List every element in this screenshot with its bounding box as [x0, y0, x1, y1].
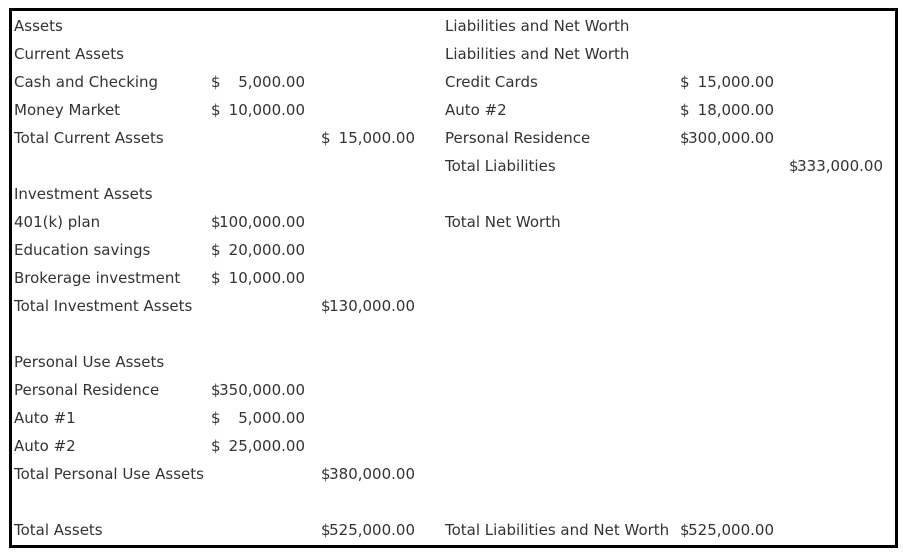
liability-amount: 300,000.00	[688, 129, 774, 147]
asset-amount: 5,000.00	[238, 409, 305, 427]
statement-row	[12, 460, 895, 488]
currency-symbol: $	[321, 521, 331, 539]
liability-subtotal-cell	[789, 152, 883, 180]
statement-row	[12, 320, 895, 348]
asset-label-cell: Education savings	[14, 241, 151, 259]
liability-label-cell: Liabilities and Net Worth	[445, 17, 630, 35]
asset-label-cell: Auto #2	[14, 437, 76, 455]
liability-label-cell: Personal Residence	[445, 129, 591, 147]
asset-label-cell: Total Personal Use Assets	[14, 465, 204, 483]
statement-row	[12, 348, 895, 376]
currency-symbol: $	[680, 101, 690, 119]
asset-label-cell: Current Assets	[14, 45, 124, 63]
currency-symbol: $	[211, 213, 221, 231]
asset-amount-cell	[211, 264, 305, 292]
asset-subtotal-cell	[321, 292, 415, 320]
asset-label-cell: Assets	[14, 17, 63, 35]
currency-symbol: $	[211, 381, 221, 399]
statement-row	[12, 180, 895, 208]
statement-row	[12, 404, 895, 432]
statement-row	[12, 40, 895, 68]
asset-label-cell: 401(k) plan	[14, 213, 101, 231]
net-worth-statement	[9, 8, 898, 548]
statement-row	[12, 292, 895, 320]
currency-symbol: $	[680, 129, 690, 147]
statement-row	[12, 12, 895, 40]
asset-label-cell: Investment Assets	[14, 185, 153, 203]
asset-amount: 10,000.00	[228, 101, 305, 119]
asset-subtotal-cell	[321, 460, 415, 488]
liability-label-cell: Credit Cards	[445, 73, 538, 91]
asset-amount-cell	[211, 96, 305, 124]
asset-label-cell: Brokerage investment	[14, 269, 181, 287]
asset-label-cell: Auto #1	[14, 409, 76, 427]
liability-amount-cell	[680, 516, 774, 544]
statement-row	[12, 432, 895, 460]
liability-label-cell: Total Liabilities	[445, 157, 556, 175]
liability-label-cell: Auto #2	[445, 101, 507, 119]
asset-subtotal-cell	[321, 516, 415, 544]
asset-amount-cell	[211, 432, 305, 460]
asset-subtotal: 15,000.00	[338, 129, 415, 147]
liability-label-cell: Liabilities and Net Worth	[445, 45, 630, 63]
asset-label-cell: Total Assets	[14, 521, 103, 539]
asset-subtotal: 525,000.00	[329, 521, 415, 539]
asset-amount-cell	[211, 68, 305, 96]
currency-symbol: $	[680, 73, 690, 91]
statement-row	[12, 68, 895, 96]
asset-label-cell: Total Investment Assets	[14, 297, 193, 315]
asset-amount-cell	[211, 404, 305, 432]
liability-label-cell: Total Net Worth	[445, 213, 561, 231]
statement-row	[12, 124, 895, 152]
asset-label-cell: Money Market	[14, 101, 121, 119]
statement-row	[12, 376, 895, 404]
currency-symbol: $	[321, 465, 331, 483]
statement-row	[12, 516, 895, 544]
liability-amount: 525,000.00	[688, 521, 774, 539]
liability-amount-cell	[680, 68, 774, 96]
liability-amount-cell	[680, 124, 774, 152]
statement-row	[12, 236, 895, 264]
asset-label-cell: Total Current Assets	[14, 129, 164, 147]
currency-symbol: $	[211, 437, 221, 455]
asset-subtotal-cell	[321, 124, 415, 152]
currency-symbol: $	[321, 129, 331, 147]
asset-label-cell: Personal Residence	[14, 381, 160, 399]
liability-label-cell: Total Liabilities and Net Worth	[445, 521, 670, 539]
asset-label-cell: Personal Use Assets	[14, 353, 165, 371]
currency-symbol: $	[680, 521, 690, 539]
statement-row	[12, 488, 895, 516]
asset-subtotal: 130,000.00	[329, 297, 415, 315]
statement-row	[12, 264, 895, 292]
statement-row	[12, 208, 895, 236]
currency-symbol: $	[211, 73, 221, 91]
asset-amount-cell	[211, 236, 305, 264]
asset-amount: 350,000.00	[219, 381, 305, 399]
currency-symbol: $	[211, 409, 221, 427]
currency-symbol: $	[321, 297, 331, 315]
currency-symbol: $	[789, 157, 799, 175]
asset-amount: 10,000.00	[228, 269, 305, 287]
currency-symbol: $	[211, 101, 221, 119]
statement-row	[12, 152, 895, 180]
currency-symbol: $	[211, 269, 221, 287]
liability-subtotal: 333,000.00	[797, 157, 883, 175]
currency-symbol: $	[211, 241, 221, 259]
liability-amount-cell	[680, 96, 774, 124]
statement-row	[12, 96, 895, 124]
asset-amount: 5,000.00	[238, 73, 305, 91]
asset-amount: 25,000.00	[228, 437, 305, 455]
asset-amount: 100,000.00	[219, 213, 305, 231]
asset-amount-cell	[211, 376, 305, 404]
asset-subtotal: 380,000.00	[329, 465, 415, 483]
asset-amount-cell	[211, 208, 305, 236]
asset-label-cell: Cash and Checking	[14, 73, 159, 91]
liability-amount: 18,000.00	[697, 101, 774, 119]
asset-amount: 20,000.00	[228, 241, 305, 259]
liability-amount: 15,000.00	[697, 73, 774, 91]
